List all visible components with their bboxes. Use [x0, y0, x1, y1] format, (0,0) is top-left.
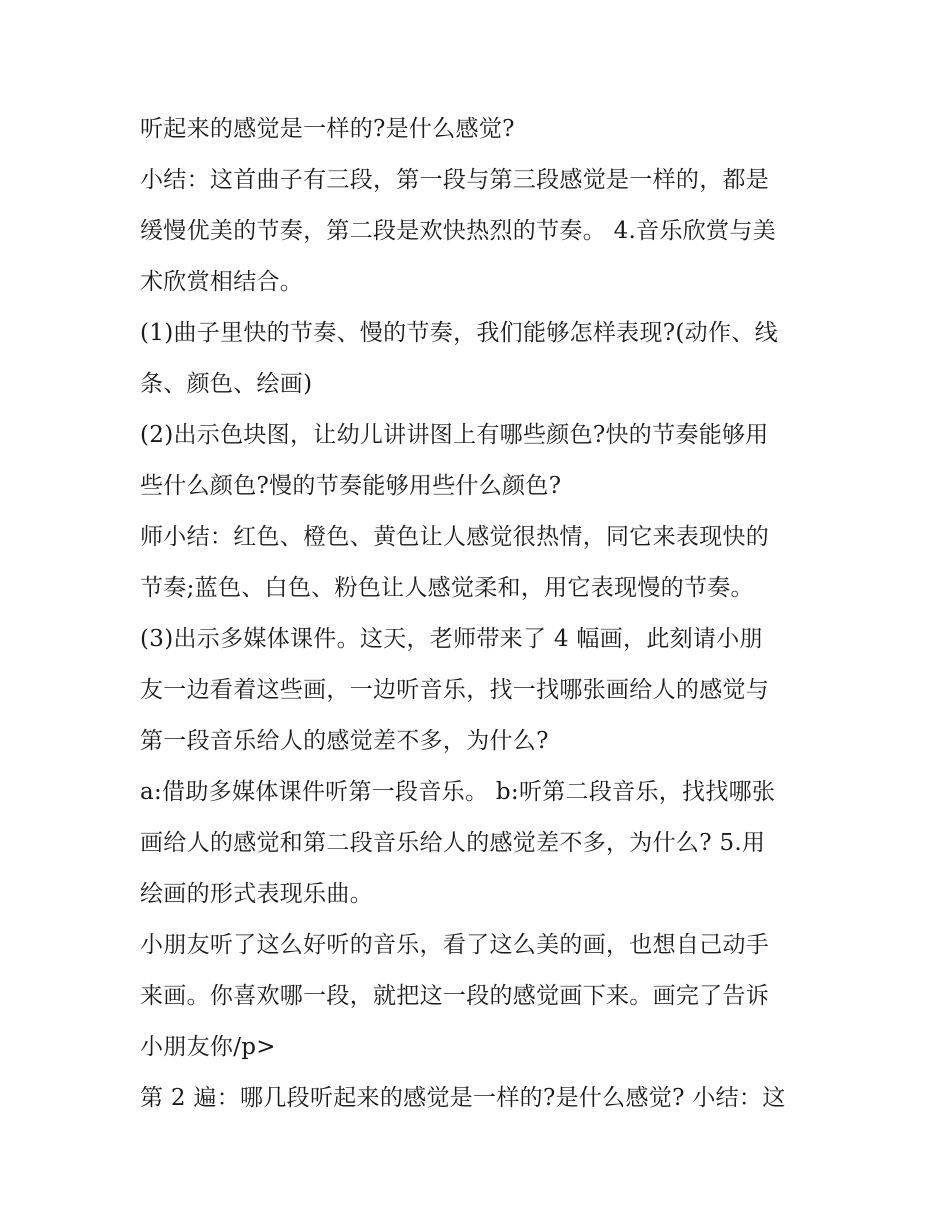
text-line: (1)曲子里快的节奏、慢的节奏，我们能够怎样表现?(动作、线 — [140, 320, 778, 346]
text-line: a:借助多媒体课件听第一段音乐。 b:听第二段音乐，找找哪张 — [140, 779, 776, 805]
text-line: (2)出示色块图，让幼儿讲讲图上有哪些颜色?快的节奏能够用 — [140, 422, 769, 448]
text-line: 些什么颜色?慢的节奏能够用些什么颜色? — [140, 473, 562, 499]
text-line: 条、颜色、绘画) — [140, 371, 313, 397]
text-line: 术欣赏相结合。 — [140, 269, 304, 295]
text-line: 小朋友你/p> — [140, 1034, 276, 1060]
document-body — [140, 104, 820, 1124]
text-line: 友一边看着这些画，一边听音乐，找一找哪张画给人的感觉与 — [140, 677, 770, 703]
text-line: 绘画的形式表现乐曲。 — [140, 881, 373, 907]
text-line: 师小结：红色、橙色、黄色让人感觉很热情，同它来表现快的 — [140, 524, 770, 550]
text-line: 画给人的感觉和第二段音乐给人的感觉差不多，为什么? 5.用 — [140, 830, 766, 856]
text-line: 小结：这首曲子有三段，第一段与第三段感觉是一样的，都是 — [140, 167, 770, 193]
text-line: (3)出示多媒体课件。这天，老师带来了 4 幅画，此刻请小朋 — [140, 626, 763, 652]
text-line: 节奏;蓝色、白色、粉色让人感觉柔和，用它表现慢的节奏。 — [140, 575, 754, 601]
text-line: 来画。你喜欢哪一段，就把这一段的感觉画下来。画完了告诉 — [140, 983, 770, 1009]
text-line: 缓慢优美的节奏，第二段是欢快热烈的节奏。 4.音乐欣赏与美 — [140, 218, 776, 244]
text-line: 听起来的感觉是一样的?是什么感觉? — [140, 116, 515, 142]
text-line: 第 2 遍：哪几段听起来的感觉是一样的?是什么感觉? 小结：这 — [140, 1085, 786, 1111]
text-line: 小朋友听了这么好听的音乐，看了这么美的画，也想自己动手 — [140, 932, 770, 958]
text-line: 第一段音乐给人的感觉差不多，为什么? — [140, 728, 549, 754]
